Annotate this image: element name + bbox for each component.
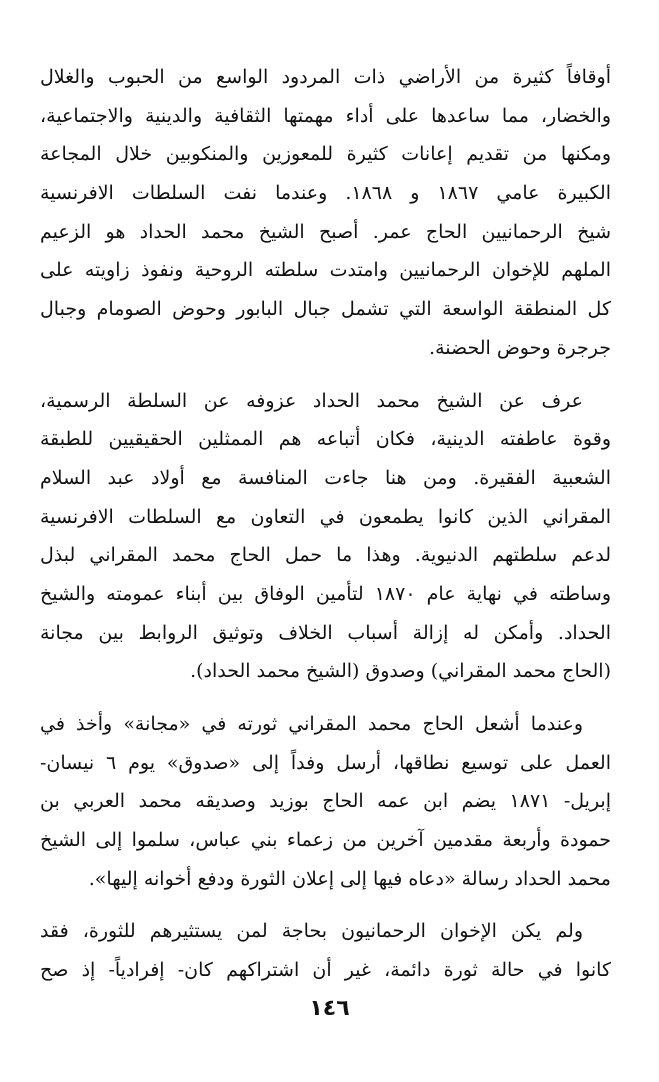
paragraph-2 xyxy=(40,382,611,692)
paragraph-1 xyxy=(40,58,611,368)
text-line: أوقافاً كثيرة من الأراضي ذات المردود الواسع من الحبوب والغلال xyxy=(40,66,611,88)
paragraph-4 xyxy=(40,912,611,989)
text-line: شيخ الرحمانيين الحاج عمر. أصبح الشيخ محمد الحداد هو الزعيم xyxy=(40,220,611,243)
text-line: والخضار، مما ساعدها على أداء مهمتها الثقافية والدينية والاجتماعية، xyxy=(40,104,611,127)
text-line: العمل على توسيع نطاقها، أرسل وفداً إلى «صدوق» يوم ٦ نيسان- xyxy=(40,751,611,774)
text-line: الملهم للإخوان الرحمانيين وامتدت سلطته الروحية ونفوذ زاويته على xyxy=(40,259,611,282)
text-line: المقراني الذين كانوا يطمعون في التعاون مع السلطات الافرنسية xyxy=(40,505,611,528)
text-line: الكبيرة عامي ١٨٦٧ و ١٨٦٨. وعندما نفت السلطات الافرنسية xyxy=(40,182,611,205)
text-line: وقوة عاطفته الدينية، فكان أتباعه هم الممثلين الحقيقيين للطبقة xyxy=(40,428,611,451)
text-line: ومكنها من تقديم إعانات كثيرة للمعوزين والمنكوبين خلال المجاعة xyxy=(40,143,611,166)
text-line: حمودة وأربعة مقدمين آخرين من زعماء بني عباس، سلموا إلى الشيخ xyxy=(40,829,611,852)
paragraph-3 xyxy=(40,705,611,898)
text-line: وساطته في نهاية عام ١٨٧٠ لتأمين الوفاق بين أبناء عمومته والشيخ xyxy=(40,582,611,605)
text-line: الشعبية الفقيرة. ومن هنا جاءت المنافسة مع أولاد عبد السلام xyxy=(40,466,611,489)
text-line: وعندما أشعل الحاج محمد المقراني ثورته في «مجانة» وأخذ في xyxy=(40,713,583,735)
text-line: إبريل- ١٨٧١ يضم ابن عمه الحاج بوزيد وصديقه محمد العربي بن xyxy=(40,790,611,813)
page-body xyxy=(40,58,611,1004)
text-line: محمد الحداد رسالة «دعاه فيها إلى إعلان الثورة ودفع أخوانه إليها». xyxy=(88,867,611,890)
text-line: جرجرة وحوض الحضنة. xyxy=(429,336,611,359)
text-line: الحداد. وأمكن له إزالة أسباب الخلاف وتوثيق الروابط بين مجانة xyxy=(40,621,611,644)
text-line: كانوا في حالة ثورة دائمة، غير أن اشتراكهم كان- إفرادياً- إذ صح xyxy=(40,959,611,982)
page-number: ١٤٦ xyxy=(309,996,350,1021)
text-line: ولم يكن الإخوان الرحمانيون بحاجة لمن يستثيرهم للثورة، فقد xyxy=(40,920,583,943)
text-line: عرف عن الشيخ محمد الحداد عزوفه عن السلطة الرسمية، xyxy=(40,389,583,412)
text-line: (الحاج محمد المقراني) وصدوق (الشيخ محمد الحداد). xyxy=(190,660,611,683)
text-line: كل المنطقة الواسعة التي تشمل جبال البابور وحوض الصومام وجبال xyxy=(40,298,611,321)
text-line: لدعم سلطتهم الدنيوية. وهذا ما حمل الحاج محمد المقراني لبذل xyxy=(40,544,611,567)
